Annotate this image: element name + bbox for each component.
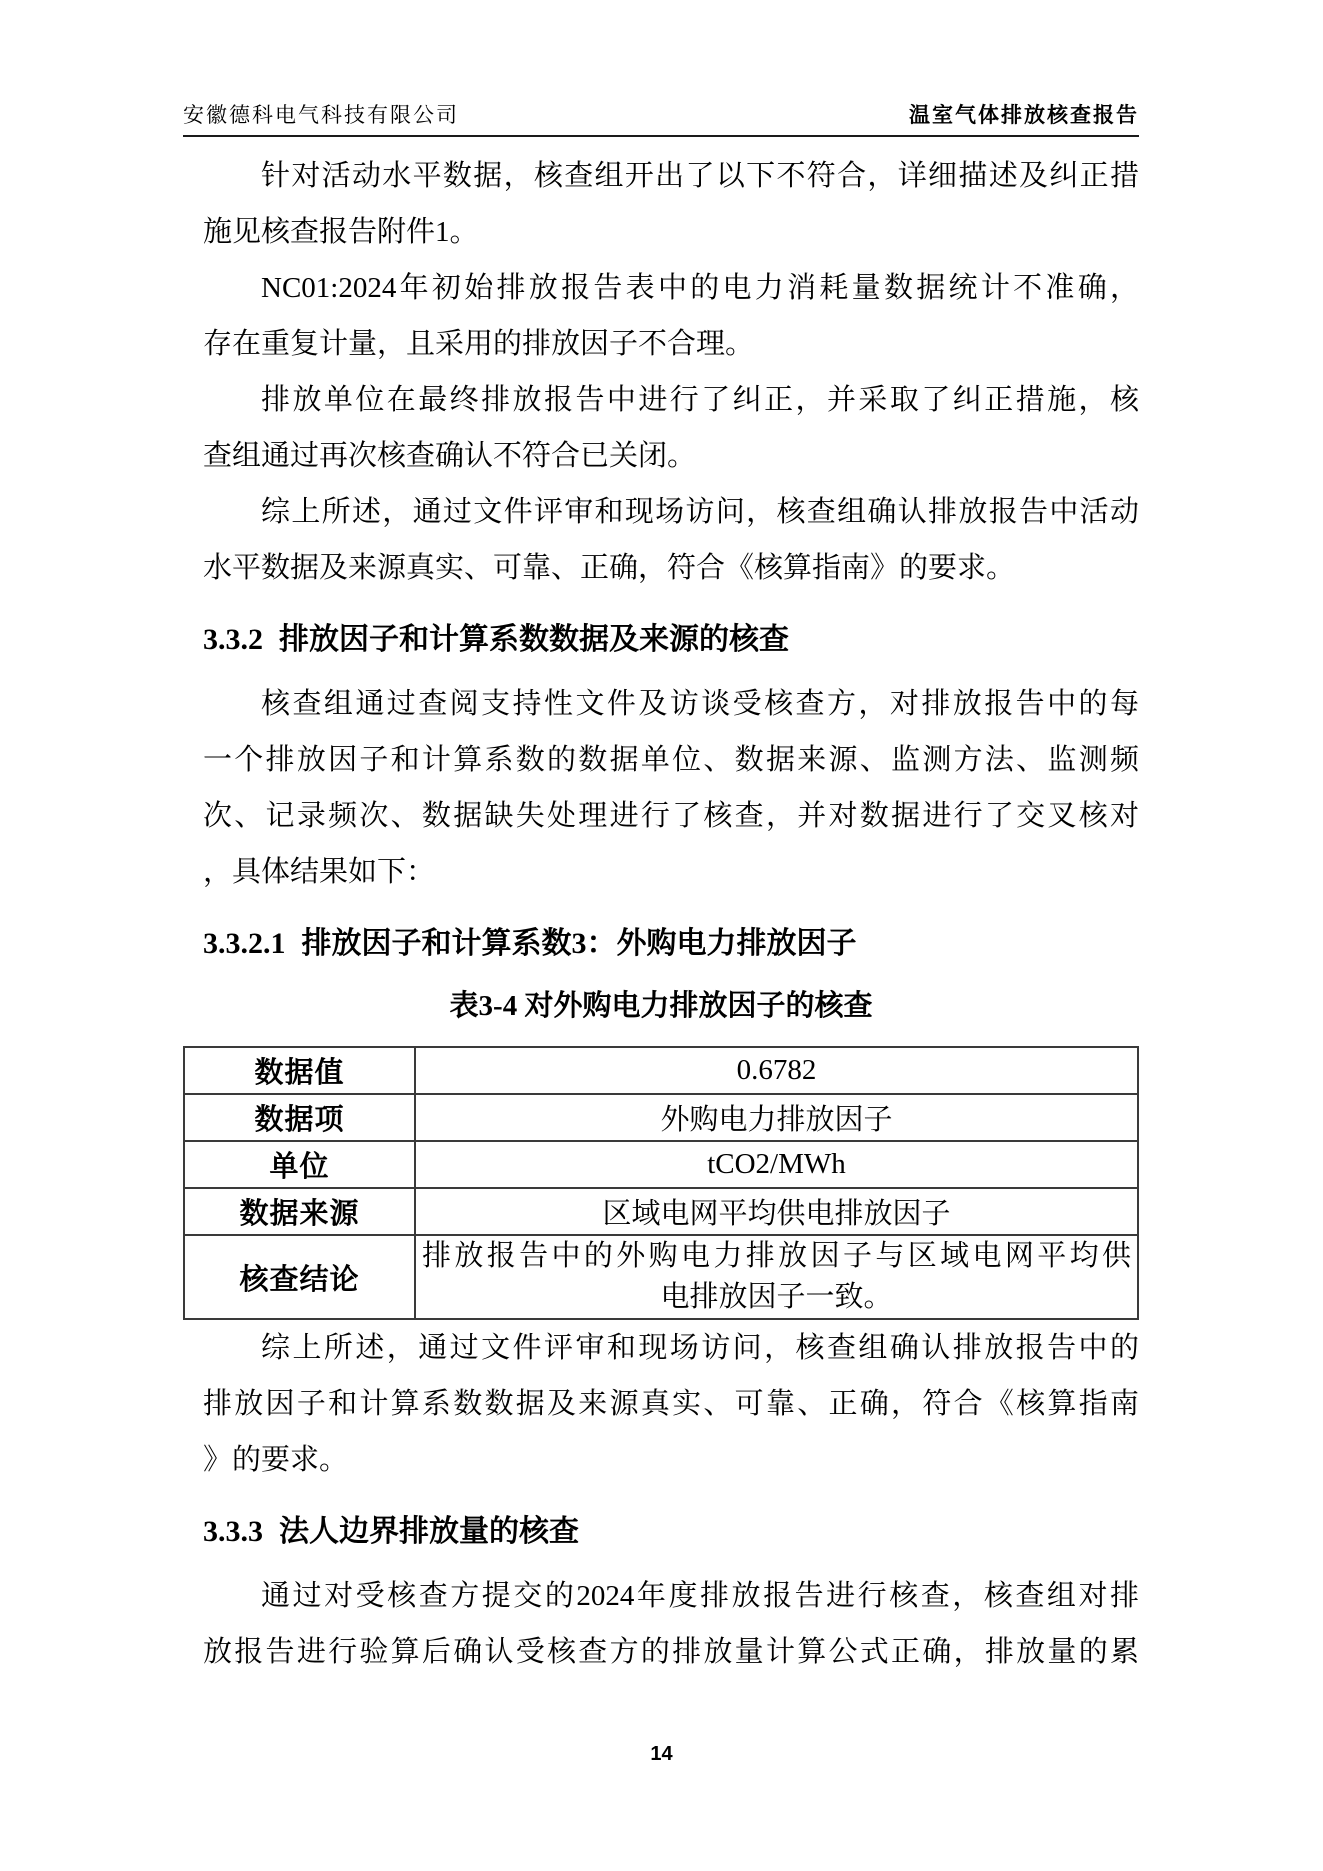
section-title: 排放因子和计算系数3：外购电力排放因子: [301, 927, 857, 960]
row-label-data-item: 数据项: [184, 1094, 415, 1141]
section-title: 排放因子和计算系数数据及来源的核查: [279, 623, 789, 656]
paragraph-ef-conclusion: [203, 1320, 1139, 1488]
table-row: [184, 1235, 1138, 1319]
text-line: 一个排放因子和计算系数的数据单位、数据来源、监测方法、监测频: [203, 744, 1139, 776]
table-row: [184, 1188, 1138, 1235]
text-line: 综上所述，通过文件评审和现场访问，核查组确认排放报告中的: [261, 1332, 1139, 1364]
paragraph-activity-conclusion: [203, 484, 1139, 596]
section-heading-3-3-2: [203, 612, 1139, 668]
text-line: 综上所述，通过文件评审和现场访问，核查组确认排放报告中活动: [261, 496, 1139, 528]
verification-table: [183, 1046, 1139, 1320]
header-doc-title: 温室气体排放核查报告: [909, 103, 1139, 127]
row-value-unit: tCO2/MWh: [415, 1141, 1138, 1188]
table-row: [184, 1141, 1138, 1188]
section-number: 3.3.2: [203, 623, 263, 656]
page-number: 14: [650, 1743, 673, 1765]
row-label-data-value: 数据值: [184, 1047, 415, 1094]
section-number: 3.3.3: [203, 1515, 263, 1548]
page-body: [183, 148, 1139, 1680]
page-header: [183, 0, 1139, 137]
table-row: [184, 1094, 1138, 1141]
row-label-conclusion: 核查结论: [184, 1235, 415, 1319]
row-value-data-value: 0.6782: [415, 1047, 1138, 1094]
section-number: 3.3.2.1: [203, 927, 286, 960]
section-title: 法人边界排放量的核查: [279, 1515, 579, 1548]
table-row: [184, 1047, 1138, 1094]
text-line: 排放报告中的外购电力排放因子与区域电网平均供: [422, 1240, 1131, 1272]
text-line: 针对活动水平数据，核查组开出了以下不符合，详细描述及纠正措: [261, 160, 1139, 192]
text-line: 水平数据及来源真实、可靠、正确，符合《核算指南》的要求。: [203, 552, 1016, 584]
text-line: 电排放因子一致。: [660, 1281, 893, 1313]
text-line: 核查组通过查阅支持性文件及访谈受核查方，对排放报告中的每: [261, 688, 1139, 720]
row-value-data-source: 区域电网平均供电排放因子: [415, 1188, 1138, 1235]
table-caption: 表3-4 对外购电力排放因子的核查: [449, 990, 873, 1022]
text-line: 施见核查报告附件1。: [203, 216, 479, 248]
text-line: 排放单位在最终排放报告中进行了纠正，并采取了纠正措施，核: [261, 384, 1139, 416]
text-line: 排放因子和计算系数数据及来源真实、可靠、正确，符合《核算指南: [203, 1388, 1139, 1420]
section-heading-3-3-2-1: [203, 916, 1139, 972]
section-heading-3-3-3: [203, 1504, 1139, 1560]
header-company-name: 安徽德科电气科技有限公司: [183, 103, 459, 127]
row-label-data-source: 数据来源: [184, 1188, 415, 1235]
paragraph-boundary-emissions: [203, 1568, 1139, 1680]
text-line: 查组通过再次核查确认不符合已关闭。: [203, 440, 697, 472]
text-line: NC01:2024年初始排放报告表中的电力消耗量数据统计不准确，: [261, 272, 1139, 304]
paragraph-activity-nonconformity: [203, 148, 1139, 260]
paragraph-ef-verification-method: [203, 676, 1139, 900]
paragraph-correction-closed: [203, 372, 1139, 484]
row-label-unit: 单位: [184, 1141, 415, 1188]
text-line: 存在重复计量，且采用的排放因子不合理。: [203, 328, 755, 360]
text-line: 》的要求。: [203, 1444, 349, 1476]
paragraph-nc01: [203, 260, 1139, 372]
row-value-conclusion: [415, 1235, 1138, 1319]
text-line: 次、记录频次、数据缺失处理进行了核查，并对数据进行了交叉核对: [203, 800, 1139, 832]
text-line: 放报告进行验算后确认受核查方的排放量计算公式正确，排放量的累: [203, 1636, 1139, 1668]
text-line: 通过对受核查方提交的2024年度排放报告进行核查，核查组对排: [261, 1580, 1139, 1612]
row-value-data-item: 外购电力排放因子: [415, 1094, 1138, 1141]
text-line: ，具体结果如下：: [203, 856, 436, 888]
